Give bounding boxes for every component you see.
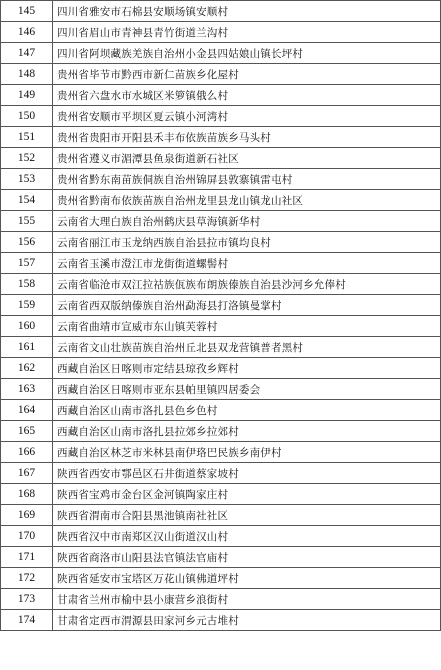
table-row	[1, 568, 441, 589]
village-name-cell: 甘肃省定西市渭源县田家河乡元古堆村	[53, 610, 441, 631]
row-number-cell: 172	[1, 568, 53, 589]
village-name-cell: 贵州省黔南布依族苗族自治州龙里县龙山镇龙山社区	[53, 190, 441, 211]
row-number-cell: 168	[1, 484, 53, 505]
table-row	[1, 64, 441, 85]
village-name-cell: 西藏自治区山南市洛扎县拉郊乡拉郊村	[53, 421, 441, 442]
village-name-cell: 贵州省六盘水市水城区米箩镇俄么村	[53, 85, 441, 106]
row-number-cell: 152	[1, 148, 53, 169]
village-name-cell: 贵州省毕节市黔西市新仁苗族乡化屋村	[53, 64, 441, 85]
table-row	[1, 400, 441, 421]
row-number-cell: 160	[1, 316, 53, 337]
village-name-cell: 甘肃省兰州市榆中县小康营乡浪街村	[53, 589, 441, 610]
table-row	[1, 316, 441, 337]
table-row	[1, 589, 441, 610]
village-name-cell: 贵州省黔东南苗族侗族自治州锦屏县敦寨镇雷屯村	[53, 169, 441, 190]
village-name-cell: 陕西省西安市鄠邑区石井街道蔡家坡村	[53, 463, 441, 484]
row-number-cell: 149	[1, 85, 53, 106]
table-row	[1, 526, 441, 547]
table-row	[1, 190, 441, 211]
village-name-cell: 陕西省宝鸡市金台区金河镇陶家庄村	[53, 484, 441, 505]
village-name-cell: 陕西省汉中市南郑区汉山街道汉山村	[53, 526, 441, 547]
row-number-cell: 150	[1, 106, 53, 127]
row-number-cell: 153	[1, 169, 53, 190]
village-name-cell: 西藏自治区日喀则市亚东县帕里镇四居委会	[53, 379, 441, 400]
table-row	[1, 85, 441, 106]
village-name-cell: 云南省西双版纳傣族自治州勐海县打洛镇曼掌村	[53, 295, 441, 316]
village-name-cell: 西藏自治区山南市洛扎县色乡色村	[53, 400, 441, 421]
table-row	[1, 1, 441, 22]
row-number-cell: 159	[1, 295, 53, 316]
village-name-cell: 四川省雅安市石棉县安顺场镇安顺村	[53, 1, 441, 22]
village-name-cell: 云南省丽江市玉龙纳西族自治县拉市镇均良村	[53, 232, 441, 253]
table-row	[1, 211, 441, 232]
table-row	[1, 148, 441, 169]
village-name-cell: 陕西省商洛市山阳县法官镇法官庙村	[53, 547, 441, 568]
table-body	[1, 1, 441, 631]
table-row	[1, 22, 441, 43]
table-row	[1, 610, 441, 631]
row-number-cell: 145	[1, 1, 53, 22]
village-name-cell: 云南省文山壮族苗族自治州丘北县双龙营镇普者黑村	[53, 337, 441, 358]
village-name-cell: 西藏自治区日喀则市定结县琼孜乡辉村	[53, 358, 441, 379]
table-row	[1, 295, 441, 316]
table-row	[1, 169, 441, 190]
village-name-cell: 陕西省渭南市合阳县黑池镇南社社区	[53, 505, 441, 526]
table-row	[1, 379, 441, 400]
table-row	[1, 274, 441, 295]
village-name-cell: 贵州省贵阳市开阳县禾丰布依族苗族乡马头村	[53, 127, 441, 148]
table-row	[1, 505, 441, 526]
row-number-cell: 147	[1, 43, 53, 64]
table-row	[1, 106, 441, 127]
table-row	[1, 547, 441, 568]
row-number-cell: 164	[1, 400, 53, 421]
row-number-cell: 165	[1, 421, 53, 442]
village-name-cell: 陕西省延安市宝塔区万花山镇佛道坪村	[53, 568, 441, 589]
village-name-cell: 四川省眉山市青神县青竹街道兰沟村	[53, 22, 441, 43]
row-number-cell: 154	[1, 190, 53, 211]
table-row	[1, 43, 441, 64]
village-name-cell: 四川省阿坝藏族羌族自治州小金县四姑娘山镇长坪村	[53, 43, 441, 64]
row-number-cell: 169	[1, 505, 53, 526]
village-name-cell: 云南省玉溪市澄江市龙街街道螺髻村	[53, 253, 441, 274]
row-number-cell: 161	[1, 337, 53, 358]
table-row	[1, 253, 441, 274]
row-number-cell: 158	[1, 274, 53, 295]
row-number-cell: 151	[1, 127, 53, 148]
row-number-cell: 171	[1, 547, 53, 568]
row-number-cell: 146	[1, 22, 53, 43]
row-number-cell: 167	[1, 463, 53, 484]
row-number-cell: 157	[1, 253, 53, 274]
table-row	[1, 127, 441, 148]
row-number-cell: 173	[1, 589, 53, 610]
table-row	[1, 442, 441, 463]
village-name-cell: 云南省曲靖市宣威市东山镇芙蓉村	[53, 316, 441, 337]
table-row	[1, 484, 441, 505]
row-number-cell: 162	[1, 358, 53, 379]
table-row	[1, 463, 441, 484]
village-name-cell: 贵州省安顺市平坝区夏云镇小河湾村	[53, 106, 441, 127]
row-number-cell: 163	[1, 379, 53, 400]
row-number-cell: 155	[1, 211, 53, 232]
table-row	[1, 358, 441, 379]
table-row	[1, 421, 441, 442]
table-row	[1, 337, 441, 358]
village-name-cell: 贵州省遵义市湄潭县鱼泉街道新石社区	[53, 148, 441, 169]
row-number-cell: 170	[1, 526, 53, 547]
village-name-cell: 云南省临沧市双江拉祜族佤族布朗族傣族自治县沙河乡允俸村	[53, 274, 441, 295]
row-number-cell: 174	[1, 610, 53, 631]
village-name-cell: 西藏自治区林芝市米林县南伊珞巴民族乡南伊村	[53, 442, 441, 463]
row-number-cell: 148	[1, 64, 53, 85]
row-number-cell: 166	[1, 442, 53, 463]
table-row	[1, 232, 441, 253]
village-name-cell: 云南省大理白族自治州鹤庆县草海镇新华村	[53, 211, 441, 232]
row-number-cell: 156	[1, 232, 53, 253]
